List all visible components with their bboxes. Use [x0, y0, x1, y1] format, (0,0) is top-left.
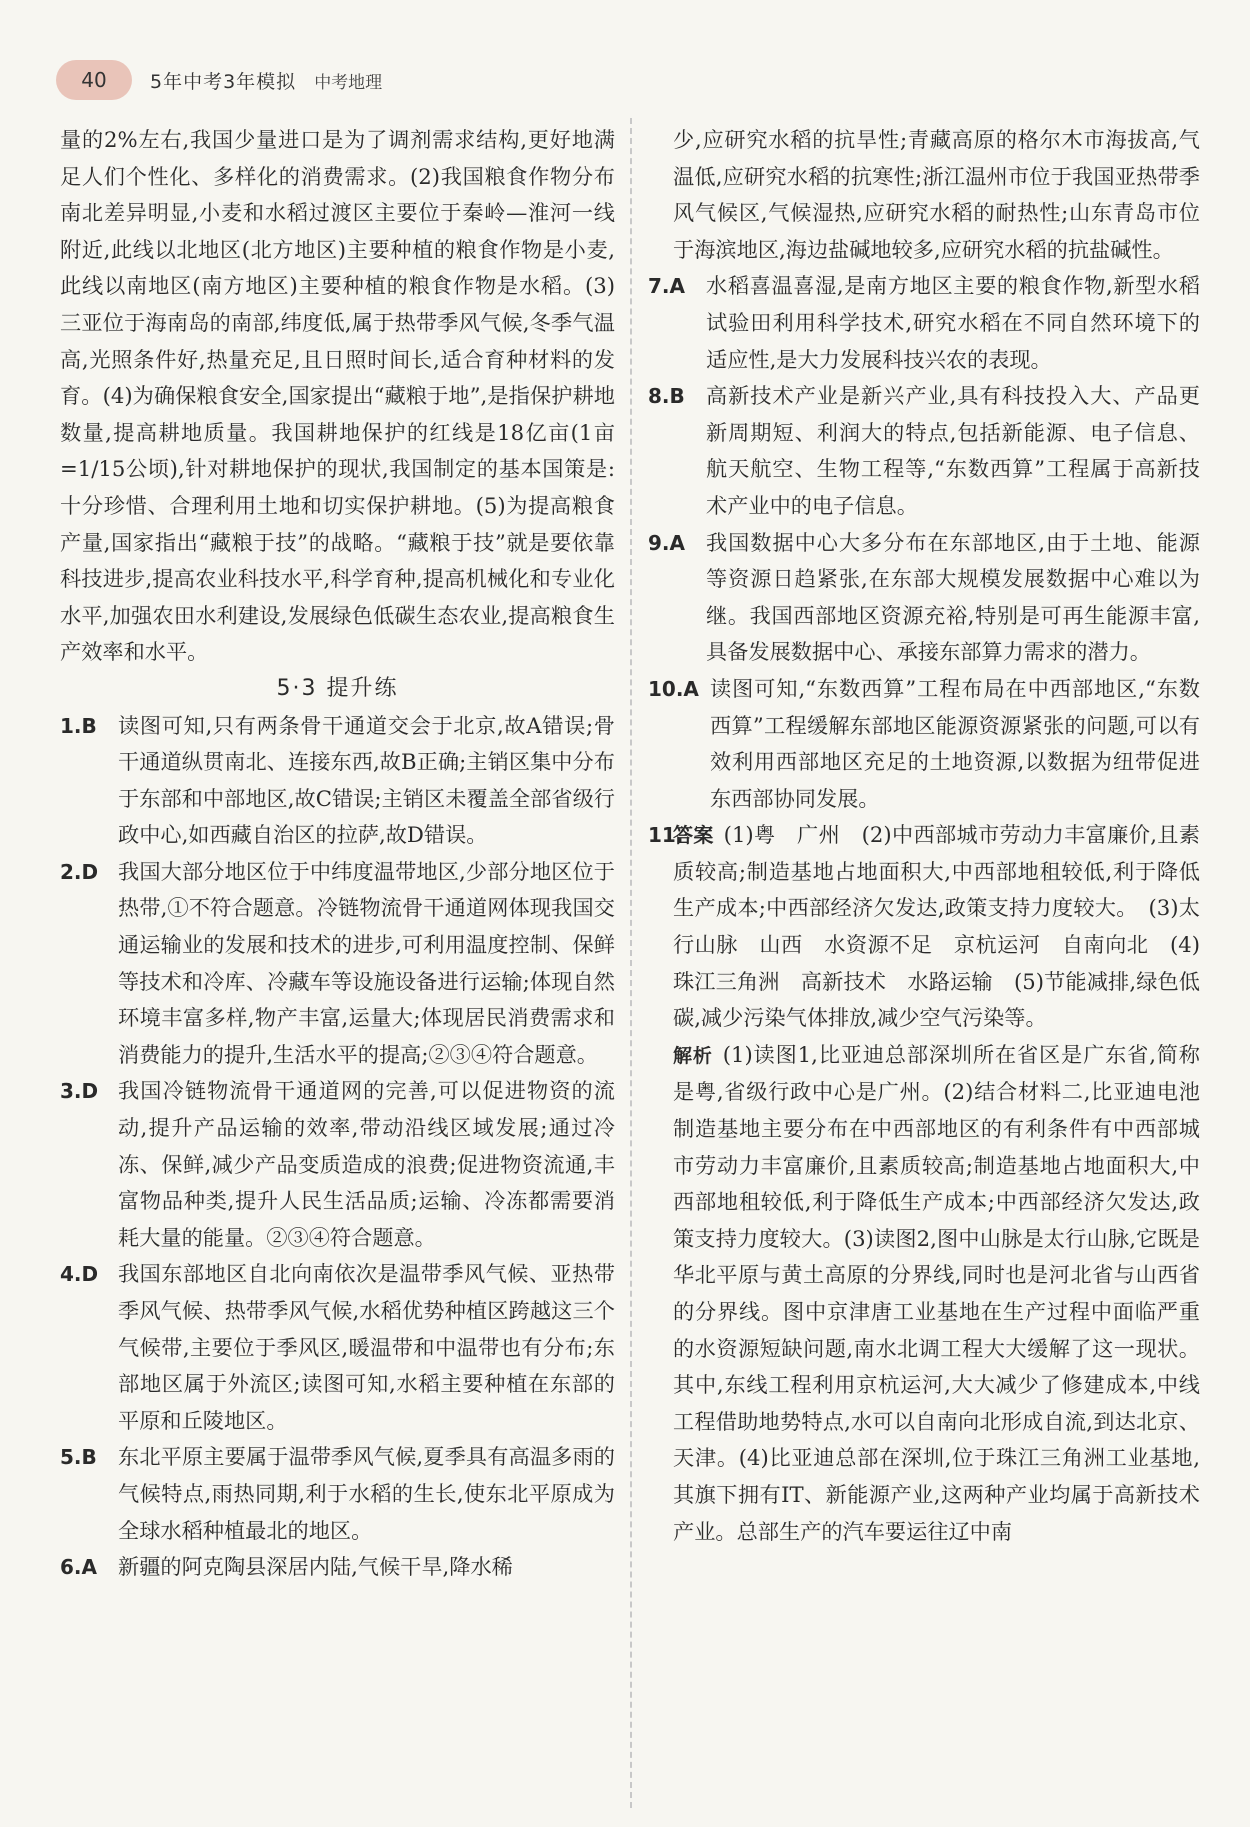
answer-number: 10.A [648, 676, 699, 701]
answer-text: 我国冷链物流骨干通道网的完善,可以促进物资的流动,提升产品运输的效率,带动沿线区域发展;通过冷冻、保鲜,减少产品变质造成的浪费;促进物资流通,丰富物品种类,提升人民生活品质;运输、冷冻都需要消耗大量的能量。②③④符合题意。 [118, 1078, 615, 1250]
answer-text: 水稻喜温喜湿,是南方地区主要的粮食作物,新型水稻试验田利用科学技术,研究水稻在不同自然环境下的适应性,是大力发展科技兴农的表现。 [706, 273, 1200, 372]
answer-label: 答案 [673, 823, 714, 848]
analysis-block [648, 1037, 1200, 1550]
answer-number: 7.A [648, 274, 685, 299]
answer-number: 5.B [60, 1445, 97, 1470]
answer-text: 读图可知,只有两条骨干通道交会于北京,故A错误;骨干通道纵贯南北、连接东西,故B正确;主销区集中分布于东部和中部地区,故C错误;主销区未覆盖全部省级行政中心,如西藏自治区的拉萨,故D错误。 [118, 712, 615, 848]
right-column [648, 122, 1200, 1812]
book-series-title: 5年中考3年模拟 [150, 70, 297, 93]
answer-text: (1)粤 广州 (2)中西部城市劳动力丰富廉价,且素质较高;制造基地占地面积大,中西部地租较低,利于降低生产成本;中西部经济欠发达,政策支持力度较大。 (3)太行山脉 山西 水资源不足 京杭运河 自南向北 (4)珠江三角洲 高新技术 水路运输 (5)节能减排,绿色低碳,减少污染气体排放,减少空气污染等。 [673, 822, 1200, 1031]
answer-item [648, 378, 1200, 524]
answer-item [60, 1439, 615, 1549]
answer-text: 我国数据中心大多分布在东部地区,由于土地、能源等资源日趋紧张,在东部大规模发展数据中心难以为继。我国西部地区资源充裕,特别是可再生能源丰富,具备发展数据中心、承接东部算力需求的潜力。 [706, 529, 1200, 665]
analysis-label: 解析 [673, 1044, 713, 1067]
answer-number: 3.D [60, 1079, 99, 1104]
answer-item [60, 1549, 615, 1586]
answer-number: 4.D [60, 1262, 99, 1287]
analysis-text: (1)读图1,比亚迪总部深圳所在省区是广东省,简称是粤,省级行政中心是广州。(2)结合材料二,比亚迪电池制造基地主要分布在中西部地区的有利条件有中西部城市劳动力丰富廉价,且素质较高;制造基地占地面积大,中西部地租较低,利于降低生产成本;中西部经济欠发达,政策支持力度较大。(3)读图2,图中山脉是太行山脉,它既是华北平原与黄土高原的分界线,同时也是河北省与山西省的分界线。图中京津唐工业基地在生产过程中面临严重的水资源短缺问题,南水北调工程大大缓解了这一现状。其中,东线工程利用京杭运河,大大减少了修建成本,中线工程借助地势特点,水可以自南向北形成自流,到达北京、天津。(4)比亚迪总部在深圳,位于珠江三角洲工业基地,其旗下拥有IT、新能源产业,这两种产业均属于高新技术产业。总部生产的汽车要运往辽中南 [673, 1041, 1200, 1544]
answer-number: 1.B [60, 713, 97, 738]
answer-number: 8.B [648, 384, 685, 409]
answer-text: 读图可知,“东数西算”工程布局在中西部地区,“东数西算”工程缓解东部地区能源资源紧张的问题,可以有效利用西部地区充足的土地资源,以数据为纽带促进东西部协同发展。 [710, 675, 1200, 811]
answer-body [673, 817, 1200, 1037]
answer-text: 我国大部分地区位于中纬度温带地区,少部分地区位于热带,①不符合题意。冷链物流骨干通道网体现我国交通运输业的发展和技术的进步,可利用温度控制、保鲜等技术和冷库、冷藏车等设施设备进行运输;体现自然环境丰富多样,物产丰富,运量大;体现居民消费需求和消费能力的提升,生活水平的提高;②③④符合题意。 [118, 858, 615, 1067]
answer-number: 2.D [60, 859, 99, 884]
intro-paragraph: 量的2%左右,我国少量进口是为了调剂需求结构,更好地满足人们个性化、多样化的消费需求。(2)我国粮食作物分布南北差异明显,小麦和水稻过渡区主要位于秦岭—淮河一线附近,此线以北地区(北方地区)主要种植的粮食作物是小麦,此线以南地区(南方地区)主要种植的粮食作物是水稻。(3)三亚位于海南岛的南部,纬度低,属于热带季风气候,冬季气温高,光照条件好,热量充足,且日照时间长,适合育种材料的发育。(4)为确保粮食安全,国家提出“藏粮于地”,是指保护耕地数量,提高耕地质量。我国耕地保护的红线是18亿亩(1亩=1/15公顷),针对耕地保护的现状,我国制定的基本国策是:十分珍惜、合理利用土地和切实保护耕地。(5)为提高粮食产量,国家指出“藏粮于技”的战略。“藏粮于技”就是要依靠科技进步,提高农业科技水平,科学育种,提高机械化和专业化水平,加强农田水利建设,发展绿色低碳生态农业,提高粮食生产效率和水平。 [60, 127, 615, 665]
answer-text: 东北平原主要属于温带季风气候,夏季具有高温多雨的气候特点,雨热同期,利于水稻的生长,使东北平原成为全球水稻种植最北的地区。 [118, 1444, 615, 1543]
answer-item [60, 1256, 615, 1439]
answer-number: 9.A [648, 530, 685, 555]
analysis-body [673, 1037, 1200, 1550]
section-title: 5·3 提升练 [276, 675, 399, 701]
answer-item [60, 854, 615, 1074]
answer-item [648, 525, 1200, 671]
left-answer-list [60, 708, 615, 1586]
answer-item [60, 1073, 615, 1256]
answer-item [60, 708, 615, 854]
answer-text: 新疆的阿克陶县深居内陆,气候干旱,降水稀 [118, 1554, 513, 1580]
left-column [60, 122, 615, 1812]
column-divider [630, 118, 632, 1808]
answer-text: 我国东部地区自北向南依次是温带季风气候、亚热带季风气候、热带季风气候,水稻优势种植区跨越这三个气候带,主要位于季风区,暖温带和中温带也有分布;东部地区属于外流区;读图可知,水稻主要种植在东部的平原和丘陵地区。 [118, 1261, 615, 1433]
answer-number: 11. [648, 823, 684, 848]
page-number-badge: 40 [56, 60, 132, 100]
answer-number: 6.A [60, 1555, 97, 1580]
answer-item-11 [648, 817, 1200, 1037]
answer-text: 高新技术产业是新兴产业,具有科技投入大、产品更新周期短、利润大的特点,包括新能源、电子信息、航天航空、生物工程等,“东数西算”工程属于高新技术产业中的电子信息。 [706, 383, 1200, 518]
continuation-paragraph: 少,应研究水稻的抗旱性;青藏高原的格尔木市海拔高,气温低,应研究水稻的抗寒性;浙江温州市位于我国亚热带季风气候区,气候湿热,应研究水稻的耐热性;山东青岛市位于海滨地区,海边盐碱地较多,应研究水稻的抗盐碱性。 [673, 127, 1200, 262]
page-header [56, 58, 382, 102]
answer-item [648, 671, 1200, 817]
subject-label: 中考地理 [314, 72, 383, 93]
right-answer-list [648, 268, 1200, 817]
answer-item [648, 268, 1200, 378]
